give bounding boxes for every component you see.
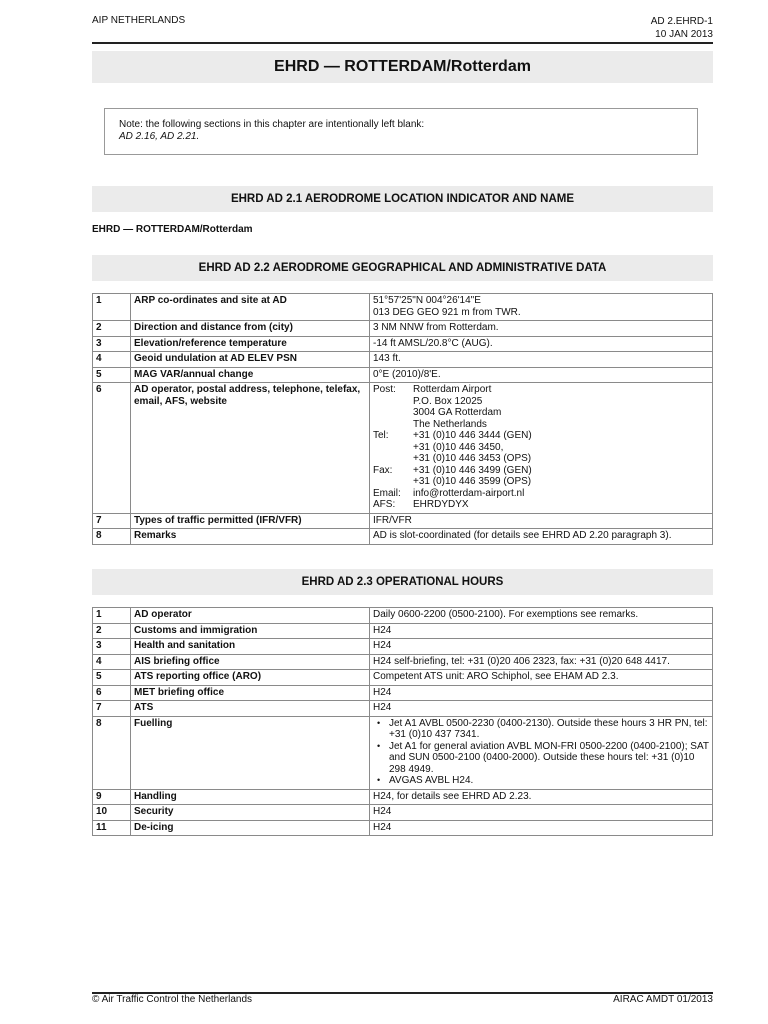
row-value xyxy=(370,294,713,321)
address-key xyxy=(373,419,413,431)
row-value: H24 self-briefing, tel: +31 (0)20 406 2323, fax: +31 (0)20 648 4417. xyxy=(370,654,713,670)
row-label: Geoid undulation at AD ELEV PSN xyxy=(131,352,370,368)
row-label: Health and sanitation xyxy=(131,639,370,655)
row-label: Direction and distance from (city) xyxy=(131,321,370,337)
section-2-3-heading: EHRD AD 2.3 OPERATIONAL HOURS xyxy=(92,569,713,595)
row-number: 1 xyxy=(93,294,131,321)
row-value: H24 xyxy=(370,685,713,701)
row-value: H24 xyxy=(370,701,713,717)
row-number: 10 xyxy=(93,805,131,821)
address-line: P.O. Box 12025 xyxy=(413,395,483,407)
row-label: De-icing xyxy=(131,820,370,836)
row-label: Elevation/reference temperature xyxy=(131,336,370,352)
table-row xyxy=(93,685,713,701)
table-geo-admin xyxy=(92,293,713,545)
row-label: AD operator, postal address, telephone, telefax, email, AFS, website xyxy=(131,383,370,514)
address-key xyxy=(373,453,413,465)
address-key xyxy=(373,407,413,419)
row-label: AD operator xyxy=(131,608,370,624)
row-number: 6 xyxy=(93,685,131,701)
row-value: H24 xyxy=(370,805,713,821)
address-key xyxy=(373,396,413,408)
address-line: 3004 GA Rotterdam xyxy=(413,407,502,418)
row-value: Daily 0600-2200 (0500-2100). For exemptions see remarks. xyxy=(370,608,713,624)
row-value: Competent ATS unit: ARO Schiphol, see EHAM AD 2.3. xyxy=(370,670,713,686)
row-value: 0°E (2010)/8'E. xyxy=(370,367,713,383)
table-row xyxy=(93,716,713,789)
row-value: H24 xyxy=(370,623,713,639)
row-value: -14 ft AMSL/20.8°C (AUG). xyxy=(370,336,713,352)
row-label: Fuelling xyxy=(131,716,370,789)
operator-address-block xyxy=(373,384,710,511)
section-2-2-heading: EHRD AD 2.2 AERODROME GEOGRAPHICAL AND ADMINISTRATIVE DATA xyxy=(92,255,713,281)
address-line: info@rotterdam-airport.nl xyxy=(413,487,525,499)
table-row xyxy=(93,805,713,821)
row-number: 3 xyxy=(93,336,131,352)
header-rule xyxy=(92,42,713,44)
row-number: 4 xyxy=(93,352,131,368)
note-sections: AD 2.16, AD 2.21. xyxy=(119,131,200,142)
table-row xyxy=(93,701,713,717)
row-value xyxy=(370,716,713,789)
table-row xyxy=(93,367,713,383)
address-key: Post: xyxy=(373,384,396,395)
table-row xyxy=(93,321,713,337)
address-line: +31 (0)10 446 3453 (OPS) xyxy=(413,453,532,464)
table-row xyxy=(93,639,713,655)
list-item: • Jet A1 AVBL 0500-2230 (0400-2130). Outside these hours 3 HR PN, tel: +31 (0)10 437 7341. xyxy=(389,718,710,741)
row-number: 3 xyxy=(93,639,131,655)
address-key: AFS: xyxy=(373,499,396,510)
table-row xyxy=(93,336,713,352)
list-item: • Jet A1 for general aviation AVBL MON-FRI 0500-2200 (0400-2100); SAT and SUN 0500-2100 (0400-2000). Outside these hours tel: +31 (0)10 298 4949. xyxy=(389,741,710,776)
row-number: 7 xyxy=(93,701,131,717)
row-number: 5 xyxy=(93,367,131,383)
row-label: MAG VAR/annual change xyxy=(131,367,370,383)
footer-copyright: © Air Traffic Control the Netherlands xyxy=(92,994,253,1005)
table-row xyxy=(93,623,713,639)
fuelling-list xyxy=(373,718,710,787)
address-line: Rotterdam Airport xyxy=(413,384,492,395)
row-number: 11 xyxy=(93,820,131,836)
table-operational-hours xyxy=(92,607,713,836)
row-number: 1 xyxy=(93,608,131,624)
page-title: EHRD — ROTTERDAM/Rotterdam xyxy=(92,51,713,83)
row-value: H24 xyxy=(370,639,713,655)
header-page-ref xyxy=(651,15,713,41)
address-line: EHRDYDYX xyxy=(413,499,469,510)
list-item: • AVGAS AVBL H24. xyxy=(389,775,710,787)
address-line: +31 (0)10 446 3450, xyxy=(413,441,504,453)
row-value: IFR/VFR xyxy=(370,513,713,529)
row-label: AIS briefing office xyxy=(131,654,370,670)
row-number: 8 xyxy=(93,529,131,545)
row-label: ATS reporting office (ARO) xyxy=(131,670,370,686)
address-key xyxy=(373,476,413,488)
table-row xyxy=(93,608,713,624)
footer-amendment: AIRAC AMDT 01/2013 xyxy=(613,994,713,1005)
table-row xyxy=(93,294,713,321)
table-row xyxy=(93,529,713,545)
table-row xyxy=(93,654,713,670)
row-label: Customs and immigration xyxy=(131,623,370,639)
section-2-1-heading: EHRD AD 2.1 AERODROME LOCATION INDICATOR AND NAME xyxy=(92,186,713,212)
row-number: 7 xyxy=(93,513,131,529)
address-key: Fax: xyxy=(373,464,393,476)
table-row xyxy=(93,789,713,805)
header-aip-label: AIP NETHERLANDS xyxy=(92,15,186,26)
address-line: +31 (0)10 446 3499 (GEN) xyxy=(413,464,532,476)
row-value xyxy=(370,383,713,514)
table-row xyxy=(93,383,713,514)
row-number: 2 xyxy=(93,321,131,337)
address-key xyxy=(373,442,413,454)
row-label: ATS xyxy=(131,701,370,717)
address-key: Email: xyxy=(373,487,401,499)
row-value: 143 ft. xyxy=(370,352,713,368)
row-number: 4 xyxy=(93,654,131,670)
row-value: 3 NM NNW from Rotterdam. xyxy=(370,321,713,337)
row-label: MET briefing office xyxy=(131,685,370,701)
row-label: Types of traffic permitted (IFR/VFR) xyxy=(131,513,370,529)
row-value: AD is slot-coordinated (for details see EHRD AD 2.20 paragraph 3). xyxy=(370,529,713,545)
note-box xyxy=(104,108,698,155)
row-value: H24, for details see EHRD AD 2.23. xyxy=(370,789,713,805)
table-row xyxy=(93,513,713,529)
row-number: 2 xyxy=(93,623,131,639)
row-label: Handling xyxy=(131,789,370,805)
table-row xyxy=(93,670,713,686)
header-date: 10 JAN 2013 xyxy=(655,29,713,40)
address-line: +31 (0)10 446 3444 (GEN) xyxy=(413,430,532,441)
row-value: H24 xyxy=(370,820,713,836)
row-label: Remarks xyxy=(131,529,370,545)
table-row xyxy=(93,820,713,836)
address-line: +31 (0)10 446 3599 (OPS) xyxy=(413,476,532,487)
row-number: 9 xyxy=(93,789,131,805)
arp-site: 013 DEG GEO 921 m from TWR. xyxy=(373,306,521,318)
header-page-id: AD 2.EHRD-1 xyxy=(650,16,713,27)
row-number: 8 xyxy=(93,716,131,789)
row-label: ARP co-ordinates and site at AD xyxy=(131,294,370,321)
table-row xyxy=(93,352,713,368)
address-key: Tel: xyxy=(373,430,389,441)
note-text: Note: the following sections in this chapter are intentionally left blank: xyxy=(119,119,425,130)
row-number: 6 xyxy=(93,383,131,514)
arp-coordinates: 51°57'25"N 004°26'14"E xyxy=(373,295,481,306)
row-number: 5 xyxy=(93,670,131,686)
row-label: Security xyxy=(131,805,370,821)
address-line: The Netherlands xyxy=(413,418,487,430)
section-2-1-text: EHRD — ROTTERDAM/Rotterdam xyxy=(92,224,253,235)
